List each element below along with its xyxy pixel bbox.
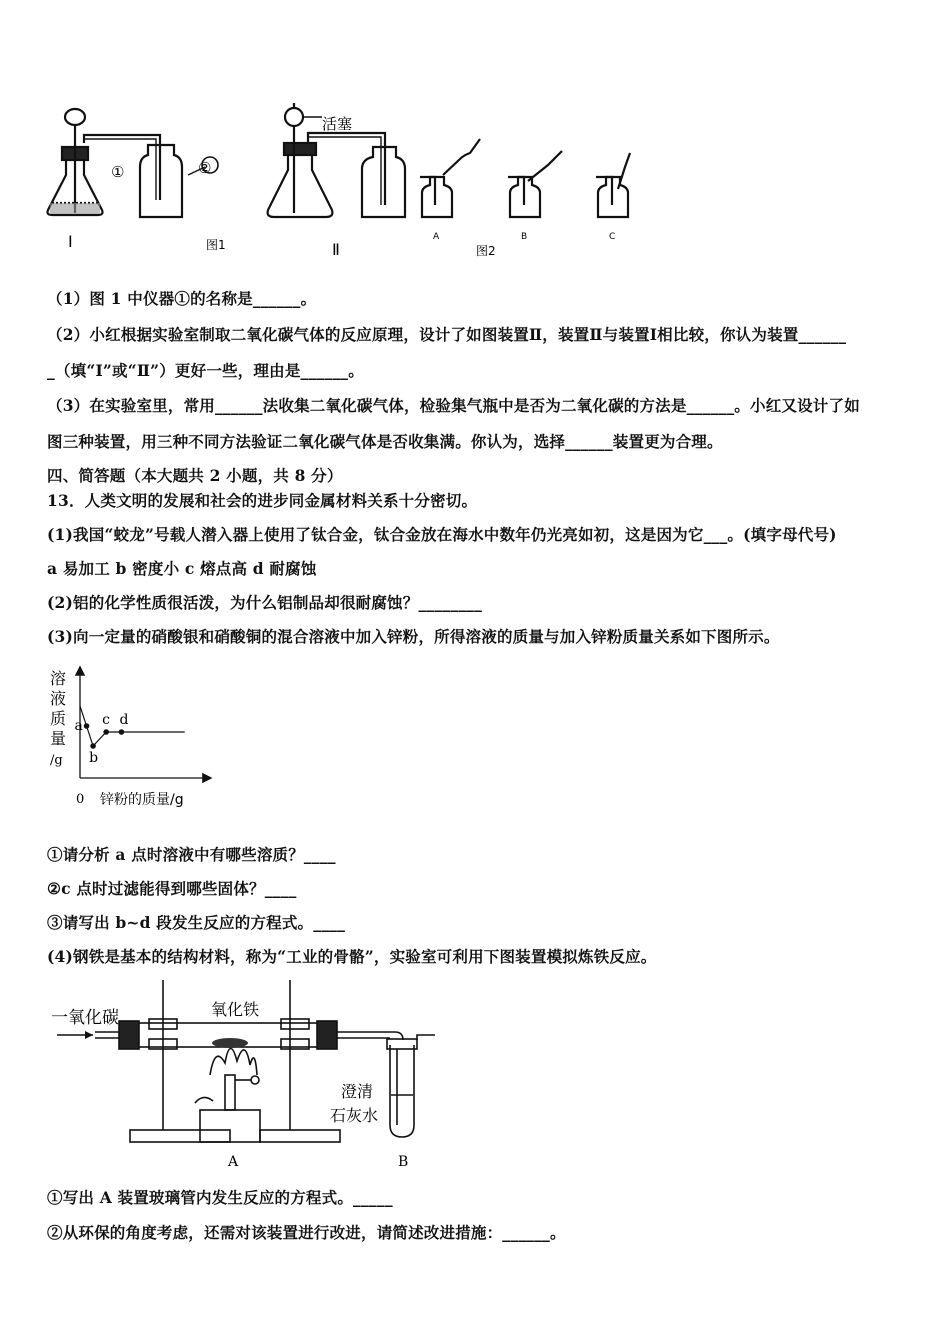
apparatus-b-label: B	[398, 1154, 409, 1170]
apparatus-2-label: Ⅱ	[332, 240, 340, 259]
q12-part1: （1）图 1 中仪器①的名称是______。	[47, 289, 317, 308]
q12-part3-line1: （3）在实验室里，常用______法收集二氧化碳气体，检验集气瓶中是否为二氧化碳的方法是______。小红又设计了如	[47, 396, 860, 415]
figure-co2-apparatus	[40, 95, 660, 265]
limewater-label-2: 石灰水	[330, 1106, 379, 1125]
figure-1-caption: 图1	[206, 238, 226, 252]
q13-sub5: ②从环保的角度考虑，还需对该装置进行改进，请简述改进措施：______。	[47, 1223, 566, 1242]
q13-part3: (3)向一定量的硝酸银和硝酸铜的混合溶液中加入锌粉，所得溶液的质量与加入锌粉质量关系如下图所示。	[47, 627, 780, 646]
x-axis-label: 锌粉的质量/g	[100, 792, 184, 808]
oxide-label: 氧化铁	[211, 1000, 260, 1019]
y-axis-label-char: 溶	[50, 669, 67, 688]
data-point-c	[103, 729, 109, 735]
q13-sub3: ③请写出 b~d 段发生反应的方程式。____	[47, 913, 346, 932]
valve-label: 活塞	[322, 115, 353, 133]
point-label-a: a	[74, 718, 83, 734]
y-axis-label-char: 质	[50, 709, 67, 728]
solution-mass-chart	[40, 660, 220, 810]
q12-part3-line2: 图三种装置，用三种不同方法验证二氧化碳气体是否收集满。你认为，选择______装置更为合理。	[47, 432, 723, 451]
gas-label: 一氧化碳	[51, 1008, 119, 1028]
iron-smelting-apparatus	[45, 975, 445, 1175]
section-4-heading: 四、简答题（本大题共 2 小题，共 8 分）	[47, 466, 343, 485]
y-axis-label-char: 量	[50, 729, 67, 748]
limewater-label-1: 澄清	[341, 1082, 374, 1101]
marker-2: ②	[198, 159, 212, 177]
data-point-d	[119, 729, 125, 735]
option-b-label: B	[521, 232, 528, 242]
q13-sub4: ①写出 A 装置玻璃管内发生反应的方程式。_____	[47, 1188, 393, 1207]
figure-2-caption: 图2	[476, 244, 496, 258]
data-point-b	[90, 743, 96, 749]
point-label-b: b	[89, 750, 99, 766]
q13-sub1: ①请分析 a 点时溶液中有哪些溶质？____	[47, 845, 336, 864]
apparatus-a-label: A	[228, 1154, 239, 1170]
q13-part1: (1)我国“蛟龙”号载人潜入器上使用了钛合金，钛合金放在海水中数年仍光亮如初，这是因为它___。(填字母代号)	[47, 525, 837, 544]
q12-part2-line2: _（填“Ⅰ”或“Ⅱ”）更好一些，理由是______。	[47, 361, 364, 380]
point-label-d: d	[119, 712, 129, 728]
q13-part2: (2)铝的化学性质很活泼，为什么铝制品却很耐腐蚀？________	[47, 593, 483, 612]
marker-1: ①	[111, 163, 125, 181]
q13-part4: (4)钢铁是基本的结构材料，称为“工业的骨骼”，实验室可利用下图装置模拟炼铁反应。	[47, 947, 657, 966]
point-label-c: c	[102, 712, 111, 728]
origin-label: 0	[76, 792, 85, 807]
q13-sub2: ②c 点时过滤能得到哪些固体？____	[47, 879, 297, 898]
q13-stem: 13．人类文明的发展和社会的进步同金属材料关系十分密切。	[47, 491, 478, 510]
option-a-label: A	[433, 232, 440, 242]
q13-part1-options: a 易加工 b 密度小 c 熔点高 d 耐腐蚀	[47, 559, 317, 578]
option-c-label: C	[609, 232, 616, 242]
y-axis-unit: /g	[50, 753, 63, 768]
data-point-a	[84, 723, 90, 729]
series-line	[80, 706, 185, 746]
y-axis-label-char: 液	[50, 689, 67, 708]
apparatus-1-label: Ⅰ	[68, 232, 73, 251]
q12-part2-line1: （2）小红根据实验室制取二氧化碳气体的反应原理，设计了如图装置Ⅱ，装置Ⅱ与装置Ⅰ相比较，你认为装置______	[47, 325, 847, 344]
